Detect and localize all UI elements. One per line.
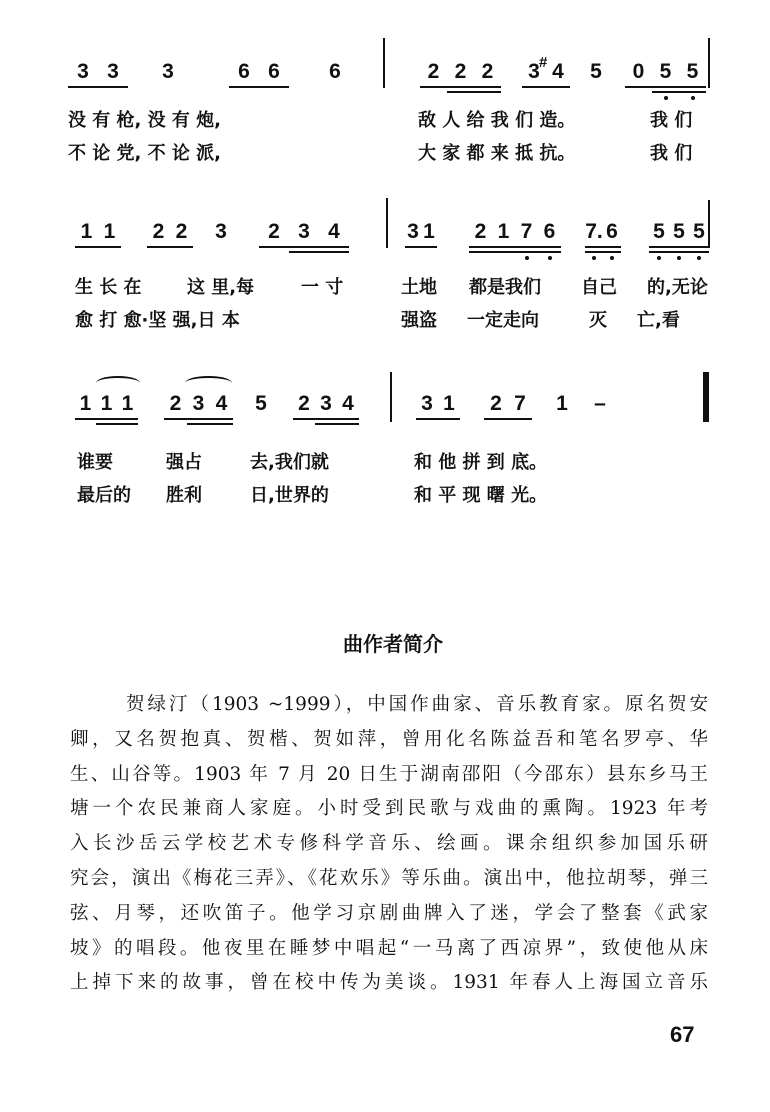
note-number: 1: [79, 392, 92, 415]
lyric-segment: 去,我们就: [250, 452, 329, 473]
note: [679, 60, 706, 84]
lyric-segment: 我 们: [650, 110, 693, 131]
note: [539, 54, 570, 84]
note-number: 5: [255, 392, 267, 415]
note: [164, 392, 187, 416]
note-number: 2: [474, 220, 487, 243]
note-group: [469, 220, 561, 244]
lyric-segment: 谁要: [77, 452, 113, 473]
barline: [383, 38, 385, 88]
note-number: 3: [215, 220, 227, 243]
note: [447, 60, 474, 84]
lyric-segment: 愈 打 愈·坚 强,日 本: [75, 310, 240, 331]
note-group: [420, 60, 501, 84]
note: [649, 220, 669, 244]
note: [315, 392, 337, 416]
note: [251, 392, 271, 416]
note: [147, 220, 170, 244]
lyric-segment: 生 长 在: [75, 277, 142, 298]
sharp-accidental: #: [539, 54, 548, 71]
note: [96, 392, 117, 416]
note-number: 3: [320, 392, 332, 415]
note-number: 5: [686, 60, 699, 83]
note-number: 1: [103, 220, 116, 243]
note-group: [229, 60, 289, 84]
lyric-segment: 我 们: [650, 143, 693, 164]
lyric-segment: 的,无论: [647, 277, 708, 298]
note: [187, 392, 210, 416]
note-number: 2: [152, 220, 165, 243]
lyric-segment: 一定走向: [467, 310, 539, 331]
note: [538, 220, 561, 244]
note-number: 2: [454, 60, 467, 83]
lyric-segment: 敌 人 给 我 们 造。: [418, 110, 576, 131]
note-group: [552, 392, 572, 416]
lower-octave-dot: [697, 256, 701, 260]
note-number: 3: [298, 220, 310, 243]
note-number: 2: [427, 60, 440, 83]
note: [420, 60, 447, 84]
note: [625, 60, 652, 84]
note-group: [590, 392, 610, 416]
note: [98, 60, 128, 84]
note-group: [625, 60, 706, 84]
note: [508, 392, 532, 416]
note-number: 5: [673, 220, 685, 243]
lower-octave-dot: [677, 256, 681, 260]
note-number: 5: [653, 220, 665, 243]
note: [289, 220, 319, 244]
lyric-segment: 自己: [581, 277, 617, 298]
paragraph-line: 卿，又名贺抱真、贺楷、贺如萍，曾用化名陈益吾和笔名罗亭、华: [70, 728, 708, 750]
note: [652, 60, 679, 84]
note: [484, 392, 508, 416]
note: [603, 220, 621, 244]
note-group: [416, 392, 460, 416]
note-number: 1: [556, 392, 568, 415]
note-group: [147, 220, 193, 244]
note-number: 2: [175, 220, 188, 243]
lyric-segment: 和 平 现 曙 光。: [414, 485, 548, 506]
note-number: 3: [421, 392, 433, 415]
lyric-segment: 最后的: [77, 485, 131, 506]
note-number: 1: [423, 220, 435, 243]
note-group: [325, 60, 345, 84]
note-number: 1: [80, 220, 93, 243]
barline: [708, 200, 710, 248]
slur: [96, 376, 140, 390]
note-number: 3: [192, 392, 205, 415]
note-group: [68, 60, 128, 84]
note: [75, 392, 96, 416]
note: [585, 220, 603, 244]
paragraph-line: 坡》的唱段。他夜里在睡梦中唱起“一马离了西凉界”，致使他从床: [70, 937, 708, 959]
note: [337, 392, 359, 416]
note: [229, 60, 259, 84]
paragraph-line: 贺绿汀（1903 ~1999），中国作曲家、音乐教育家。原名贺安: [126, 694, 708, 715]
lyric-segment: 一 寸: [301, 277, 344, 298]
note-group: [484, 392, 532, 416]
note-group: [259, 220, 349, 244]
note-number: 6: [268, 60, 280, 83]
note: [259, 60, 289, 84]
lyric-segment: 日,世界的: [250, 485, 329, 506]
lyric-segment: 灭: [589, 310, 607, 331]
note-number: 4: [552, 60, 564, 83]
note: [293, 392, 315, 416]
note-number: 7.: [585, 220, 603, 243]
note: [438, 392, 460, 416]
note-number: 6: [606, 220, 618, 243]
note-group: [211, 220, 231, 244]
barline: [386, 198, 388, 248]
lower-octave-dot: [657, 256, 661, 260]
section-title: 曲作者简介: [343, 632, 443, 656]
note-number: 5: [693, 220, 705, 243]
lyric-segment: 强占: [166, 452, 202, 473]
paragraph-line: 上掉下来的故事，曾在校中传为美谈。1931 年春人上海国立音乐: [70, 972, 708, 994]
page-number: 67: [670, 1022, 695, 1047]
note-group: [649, 220, 709, 244]
note-number: 6: [329, 60, 341, 83]
lyric-segment: 胜利: [166, 485, 202, 506]
composer-biography: [70, 688, 708, 1001]
lyric-segment: 都是我们: [469, 277, 541, 298]
note-number: 6: [238, 60, 250, 83]
note: [586, 60, 606, 84]
note-number: 3: [528, 60, 540, 83]
note-number: 3: [162, 60, 174, 83]
lower-octave-dot: [592, 256, 596, 260]
note-number: 4: [328, 220, 340, 243]
note: [492, 220, 515, 244]
note-number: 4: [215, 392, 228, 415]
note: [319, 220, 349, 244]
note-group: [75, 220, 121, 244]
note-number: 2: [490, 392, 502, 415]
note-number: 0: [632, 60, 645, 83]
note-group: [586, 60, 606, 84]
lower-octave-dot: [664, 96, 668, 100]
lower-octave-dot: [525, 256, 529, 260]
note-number: 1: [100, 392, 113, 415]
note-group: [405, 220, 437, 244]
note-group: [522, 54, 570, 84]
note-number: 1: [121, 392, 134, 415]
note-number: 4: [342, 392, 354, 415]
lyric-segment: 没 有 枪, 没 有 炮,: [68, 110, 222, 131]
barline: [708, 38, 710, 88]
note-number: 2: [481, 60, 494, 83]
lyric-segment: 强盗: [401, 310, 437, 331]
paragraph-line: 究会，演出《梅花三弄》、《花欢乐》等乐曲。演出中，他拉胡琴，弹三: [70, 867, 708, 889]
note-number: 3: [77, 60, 89, 83]
note-number: 2: [268, 220, 280, 243]
note-group: [251, 392, 271, 416]
note-number: 1: [497, 220, 510, 243]
note: [75, 220, 98, 244]
note: [170, 220, 193, 244]
barline: [390, 372, 392, 422]
note: [590, 392, 610, 416]
paragraph-line: 弦、月琴，还吹笛子。他学习京剧曲牌入了迷，学会了整套《武家: [70, 902, 708, 924]
lyric-segment: 土地: [401, 277, 437, 298]
lower-octave-dot: [610, 256, 614, 260]
lyric-segment: 亡,看: [637, 310, 680, 331]
note: [211, 220, 231, 244]
note-number: –: [594, 392, 606, 415]
paragraph-line: 塘一个农民兼商人家庭。小时受到民歌与戏曲的熏陶。1923 年考: [70, 798, 708, 820]
note-number: 5: [659, 60, 672, 83]
note: [689, 220, 709, 244]
note-group: [75, 392, 138, 416]
note: [515, 220, 538, 244]
lyric-segment: 大 家 都 来 抵 抗。: [418, 143, 576, 164]
note: [325, 60, 345, 84]
paragraph-line: 生、山谷等。1903 年 7 月 20 日生于湖南邵阳（今邵东）县东乡马王: [70, 763, 708, 785]
lyric-segment: 和 他 拼 到 底。: [414, 452, 548, 473]
note-number: 3: [107, 60, 119, 83]
note-number: 3: [407, 220, 419, 243]
note-group: [293, 392, 359, 416]
note-number: 5: [590, 60, 602, 83]
note-number: 7: [514, 392, 526, 415]
slur: [185, 376, 232, 390]
note: [669, 220, 689, 244]
note-number: 2: [169, 392, 182, 415]
note-group: [164, 392, 233, 416]
lyric-segment: 不 论 党, 不 论 派,: [68, 143, 222, 164]
note: [552, 392, 572, 416]
note: [469, 220, 492, 244]
lower-octave-dot: [548, 256, 552, 260]
note: [416, 392, 438, 416]
note: [117, 392, 138, 416]
note: [474, 60, 501, 84]
note-number: 2: [298, 392, 310, 415]
note-number: 6: [543, 220, 556, 243]
lyric-segment: 这 里,每: [187, 277, 255, 298]
note: [98, 220, 121, 244]
note: [421, 220, 437, 244]
note-number: 7: [520, 220, 533, 243]
note-group: [158, 60, 178, 84]
lower-octave-dot: [691, 96, 695, 100]
paragraph-line: 入长沙岳云学校艺术专修科学音乐、绘画。课余组织参加国乐研: [70, 833, 708, 855]
note-number: 1: [443, 392, 455, 415]
note-group: [585, 220, 621, 244]
note: [68, 60, 98, 84]
note: [158, 60, 178, 84]
note: [210, 392, 233, 416]
note: [405, 220, 421, 244]
final-barline: [703, 372, 709, 422]
note: [259, 220, 289, 244]
